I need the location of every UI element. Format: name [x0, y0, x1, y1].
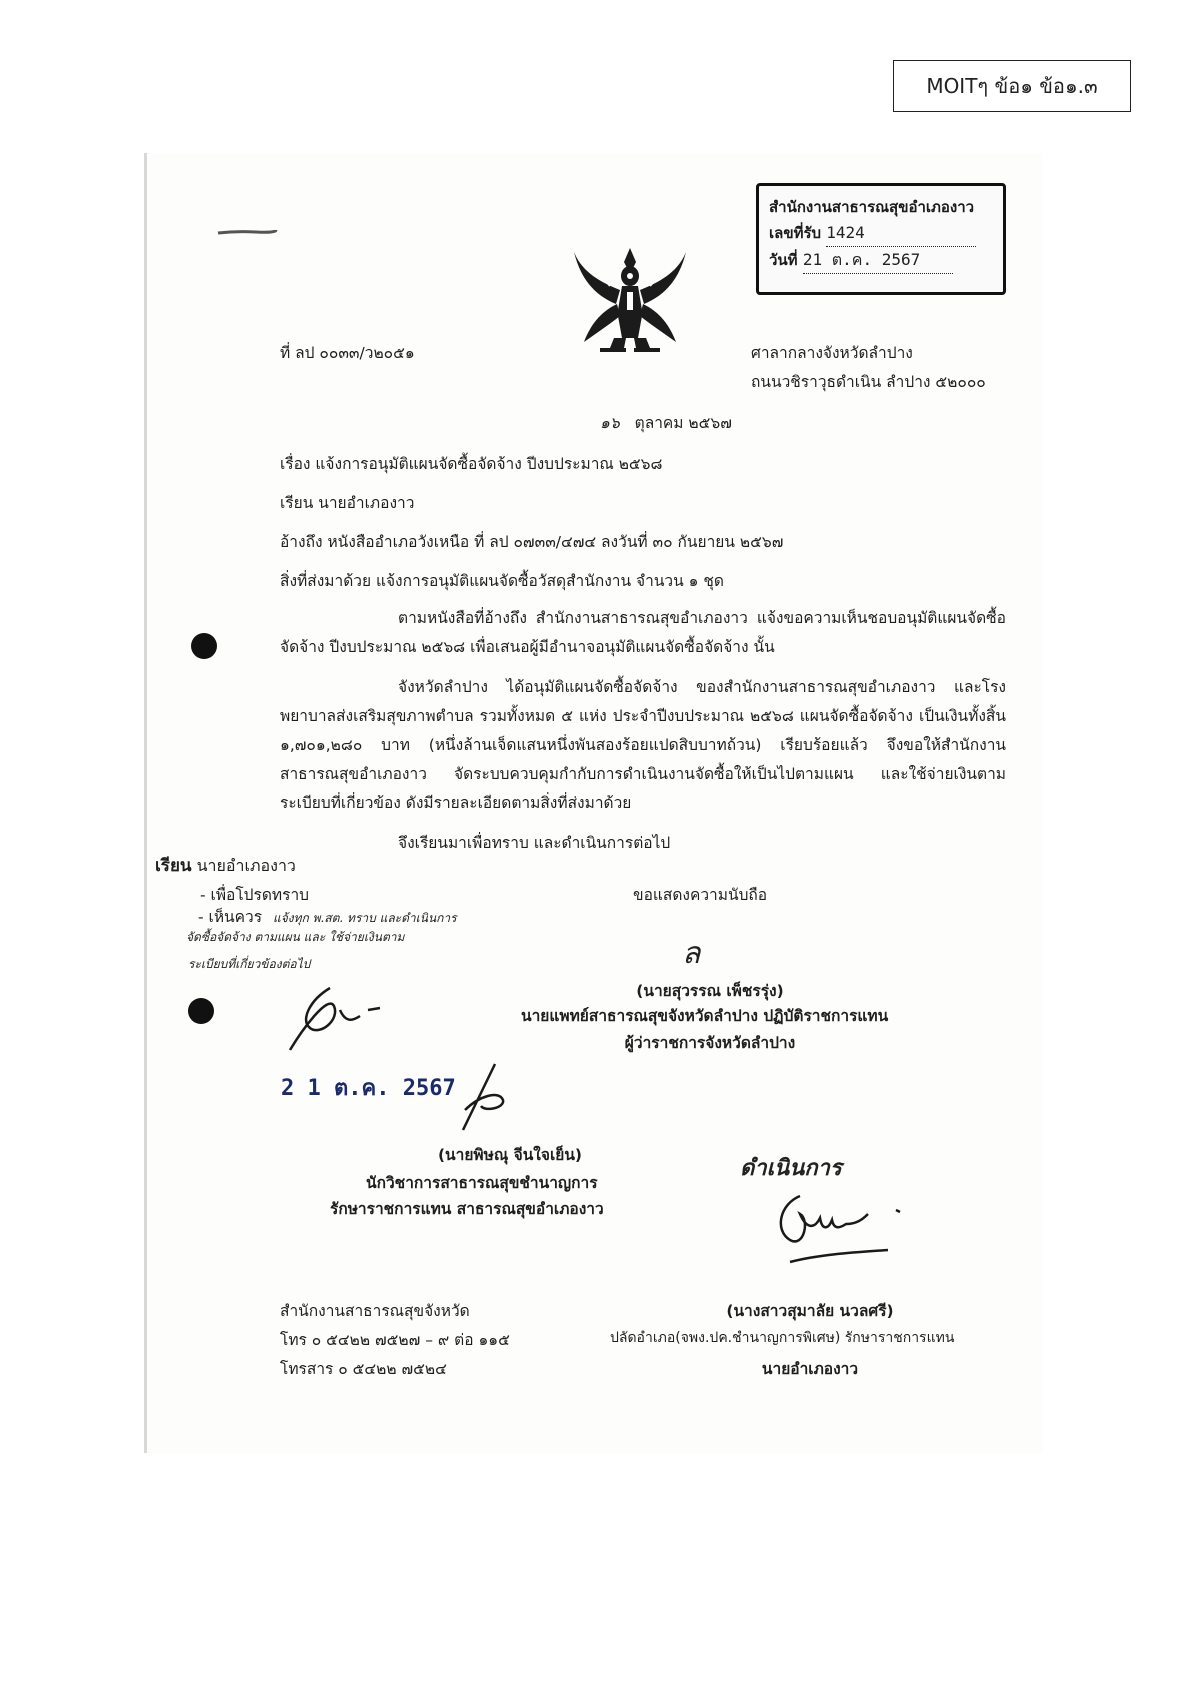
punch-hole: [191, 633, 217, 659]
stamp-date-row: [769, 247, 993, 274]
officer-title1: นักวิชาการสาธารณสุขชำนาญการ: [366, 1174, 598, 1192]
note-hand2: จัดซื้อจัดจ้าง ตามแผน และ ใช้จ่ายเงินตาม: [186, 930, 405, 944]
punch-hole: [188, 998, 214, 1024]
receipt-stamp: [756, 183, 1006, 295]
footer-tel: โทร ๐ ๕๔๒๒ ๗๕๒๗ – ๙ ต่อ ๑๑๕: [280, 1331, 510, 1349]
footer-dept: สำนักงานสาธารณสุขจังหวัด: [280, 1302, 470, 1320]
body-paragraph-3: จึงเรียนมาเพื่อทราบ และดำเนินการต่อไป: [398, 834, 671, 852]
org-address-line1: ศาลากลางจังหวัดลำปาง: [751, 344, 913, 362]
note-hand3: ระเบียบที่เกี่ยวข้องต่อไป: [188, 957, 311, 971]
enclosure-line: สิ่งที่ส่งมาด้วย แจ้งการอนุมัติแผนจัดซื้อวัสดุสำนักงาน จำนวน ๑ ชุด: [280, 572, 724, 590]
reference-line: อ้างถึง หนังสืออำเภอวังเหนือ ที่ ลป ๐๗๓๓/๔๗๔ ลงวันที่ ๓๐ กันยายน ๒๕๖๗: [280, 533, 784, 551]
stamp-office: สำนักงานสาธารณสุขอำเภองาว: [769, 198, 975, 216]
officer-name: (นายพิษณุ จีนใจเย็น): [437, 1146, 583, 1164]
salutation: เรียน นายอำเภองาว: [280, 494, 415, 512]
approval-title1: ปลัดอำเภอ(จพง.ปค.ชำนาญการพิเศษ) รักษาราชการแทน: [610, 1330, 955, 1346]
stamp-receive-number: 1424: [826, 220, 976, 247]
body-paragraph-2: จังหวัดลำปาง ได้อนุมัติแผนจัดซื้อจัดจ้าง ของสำนักงานสาธารณสุขอำเภองาว และโรงพยาบาลส่งเสริมสุขภาพตำบล รวมทั้งหมด ๕ แห่ง ประจำปีงบประมาณ ๒๕๖๘ แผนจัดซื้อจัดจ้าง เป็นเงินทั้งสิ้น ๑,๗๐๑,๒๘๐ บาท (หนึ่งล้านเจ็ดแสนหนึ่งพันสองร้อยแปดสิบบาทถ้วน) เรียบร้อยแล้ว จึงขอให้สำนักงานสาธารณสุขอำเภองาว จัดระบบควบคุมกำกับการดำเนินงานจัดซื้อให้เป็นไปตามแผน และใช้จ่ายเงินตามระเบียบที่เกี่ยวข้อง ดังมีรายละเอียดตามสิ่งที่ส่งมาด้วย: [280, 678, 1006, 812]
signatory-title1: นายแพทย์สาธารณสุขจังหวัดลำปาง ปฏิบัติราชการแทน: [521, 1007, 889, 1025]
closing: ขอแสดงความนับถือ: [633, 886, 768, 904]
note-hand1: แจ้งทุก พ.สต. ทราบ และดำเนินการ: [272, 911, 457, 925]
note-item2: [198, 904, 457, 929]
signatory-name: (นายสุวรรณ เพ็ชรรุ่ง): [636, 982, 784, 1000]
letter-date-rest: ตุลาคม ๒๕๖๗: [634, 414, 732, 432]
signatory-title2: ผู้ว่าราชการจังหวัดลำปาง: [624, 1034, 796, 1052]
letter-date-day: ๑๖: [600, 414, 620, 432]
stamp-receive-row: [769, 220, 993, 247]
note-salutation: [155, 852, 296, 879]
signature-suwan: ล: [682, 936, 701, 971]
note-to: เรียน: [155, 856, 192, 876]
body-paragraph-1: ตามหนังสือที่อ้างถึง สำนักงานสาธารณสุขอำเภองาว แจ้งขอความเห็นชอบอนุมัติแผนจัดซื้อจัดจ้าง ปีงบประมาณ ๒๕๖๘ เพื่อเสนอผู้มีอำนาจอนุมัติแผนจัดซื้อจัดจ้าง นั้น: [280, 609, 1006, 656]
signature-sumalai: [770, 1190, 910, 1270]
signature-pisanu: [280, 980, 390, 1060]
approval-title2: นายอำเภองาว: [761, 1360, 859, 1378]
subject-line: เรื่อง แจ้งการอนุมัติแผนจัดซื้อจัดจ้าง ปีงบประมาณ ๒๕๖๘: [280, 455, 663, 473]
signature-initial: [455, 1060, 515, 1135]
stamp-receive-label: เลขที่รับ: [769, 224, 822, 242]
letter-date: [600, 410, 732, 435]
officer-title2: รักษาราชการแทน สาธารณสุขอำเภองาว: [330, 1200, 604, 1218]
stamp-date-value: 21 ต.ค. 2567: [803, 247, 953, 274]
stamp-date-label: วันที่: [769, 251, 798, 269]
pen-mark: [216, 228, 278, 236]
garuda-emblem-icon: [570, 242, 690, 360]
document-tag-box: [893, 60, 1131, 112]
note-to-rest: นายอำเภองาว: [191, 856, 296, 875]
doc-number: ที่ ลป ๐๐๓๓/ว๒๐๕๑: [280, 344, 415, 362]
note-item1: - เพื่อโปรดทราบ: [200, 886, 309, 904]
approval-handwriting: ดำเนินการ: [740, 1155, 842, 1181]
document-tag: MOITๆ ข้อ๑ ข้อ๑.๓: [926, 74, 1098, 98]
approval-name: (นางสาวสุมาลัย นวลศรี): [726, 1302, 894, 1320]
footer-fax: โทรสาร ๐ ๕๔๒๒ ๗๕๒๔: [280, 1360, 447, 1378]
note-item2-label: - เห็นควร: [198, 908, 263, 926]
received-date-stamp: 2 1 ต.ค. 2567: [281, 1076, 456, 1101]
org-address-line2: ถนนวชิราวุธดำเนิน ลำปาง ๕๒๐๐๐: [751, 373, 986, 391]
